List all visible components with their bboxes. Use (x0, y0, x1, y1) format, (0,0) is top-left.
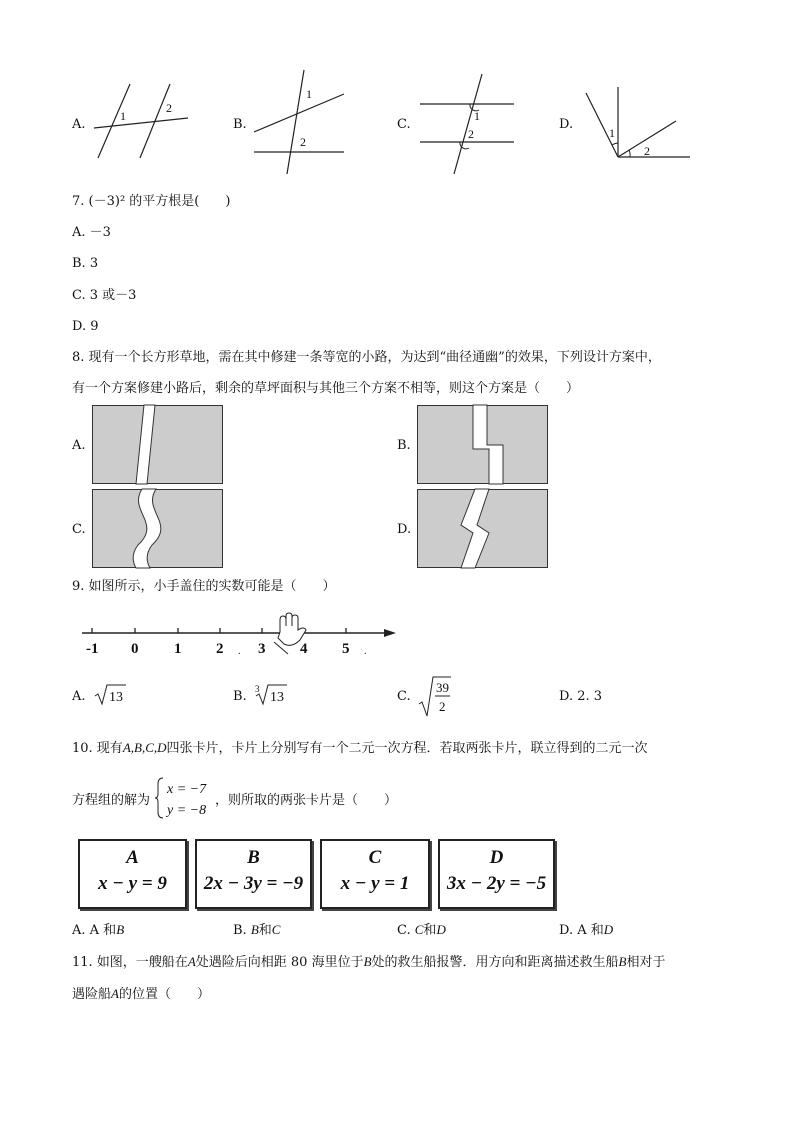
q6-figure-b (250, 68, 350, 178)
tick-label: -1 (86, 641, 99, 657)
q11-stem-line1: 11. 如图，一艘船在A处遇险后向相距 80 海里位于B处的救生船报警．用方向和距离描述救生船B相对于 (72, 954, 666, 970)
q9-option-c-prefix[interactable]: C. (397, 689, 411, 704)
svg-text:1: 1 (474, 109, 480, 123)
tick-label: 2 (216, 641, 224, 657)
svg-text:2: 2 (300, 135, 306, 149)
q10-stem-line1: 10. 现有A,B,C,D四张卡片，卡片上分别写有一个二元一次方程．若取两张卡片，联立得到的二元一次 (72, 740, 648, 756)
q10-option-a[interactable]: A. A 和B (72, 922, 125, 938)
q6-figure-d (580, 85, 695, 165)
q10-card-d: D 3x − 2y = −5 (438, 839, 555, 909)
q10-card-b: B 2x − 3y = −9 (195, 839, 312, 909)
q6-option-b-letter: B. (233, 117, 247, 132)
q8-option-a-letter[interactable]: A. (72, 438, 86, 453)
q9-option-a-prefix[interactable]: A. (72, 689, 86, 704)
q10-option-c[interactable]: C. C和D (397, 922, 446, 938)
q7-stem: 7. (－3)² 的平方根是( ) (72, 194, 231, 209)
q10-equation-system (155, 776, 215, 820)
tick-label: 3 (258, 641, 266, 657)
svg-text:1: 1 (609, 126, 615, 140)
tick-label: 5 (342, 641, 350, 657)
svg-text:y = −8: y = −8 (167, 803, 207, 818)
svg-text:1: 1 (306, 87, 312, 101)
q9-option-d[interactable]: D. 2. 3 (559, 689, 603, 704)
q6-option-a-letter: A. (72, 117, 86, 132)
svg-text:2: 2 (468, 127, 474, 141)
q9-option-b-prefix[interactable]: B. (233, 689, 247, 704)
tick-label: 4 (300, 641, 308, 657)
q8-stem-line2: 有一个方案修建小路后，剩余的草坪面积与其他三个方案不相等，则这个方案是（ ） (72, 381, 580, 396)
angle-label-1: 1 (120, 109, 126, 123)
q9-number-line (78, 612, 408, 660)
q10-option-b[interactable]: B. B和C (233, 922, 281, 938)
q8-option-d-letter[interactable]: D. (397, 522, 412, 537)
q7-option-b[interactable]: B. 3 (72, 256, 99, 271)
q8-stem-line1: 8. 现有一个长方形草地，需在其中修建一条等宽的小路，为达到“曲径通幽”的效果，下列设计方案中， (72, 350, 661, 365)
q10-card-a: A x − y = 9 (78, 839, 187, 909)
q6-option-c-letter: C. (397, 117, 411, 132)
q9-option-b-math (254, 682, 288, 708)
svg-text:x = −7: x = −7 (167, 782, 207, 797)
q8-figure-b (417, 405, 549, 485)
q8-option-b-letter[interactable]: B. (397, 438, 411, 453)
svg-text:.: . (364, 646, 367, 657)
q8-option-c-letter[interactable]: C. (72, 522, 86, 537)
q9-option-c-math (418, 674, 452, 718)
svg-text:2: 2 (439, 699, 446, 714)
q6-figure-c (418, 70, 518, 180)
angle-label-2: 2 (166, 101, 172, 115)
q7-option-c[interactable]: C. 3 或－3 (72, 288, 137, 303)
q10-option-d[interactable]: D. A 和D (559, 922, 614, 938)
q9-stem: 9. 如图所示，小手盖住的实数可能是（ ） (72, 579, 336, 594)
svg-text:2: 2 (644, 144, 650, 158)
tick-label: 0 (131, 641, 139, 657)
svg-text:13: 13 (109, 690, 123, 705)
svg-text:13: 13 (270, 690, 284, 705)
q8-figure-c (92, 489, 224, 569)
q7-option-a[interactable]: A. －3 (72, 225, 111, 240)
q9-option-a-math (94, 682, 128, 708)
q8-figure-a (92, 405, 224, 485)
q11-stem-line2: 遇险船A的位置（ ） (72, 986, 210, 1002)
q10-card-c: C x − y = 1 (320, 839, 430, 909)
tick-label: 1 (174, 641, 182, 657)
q8-figure-d (417, 489, 549, 569)
svg-text:.: . (238, 646, 241, 657)
q10-stem-line2-pre: 方程组的解为 (72, 793, 151, 808)
svg-text:3: 3 (255, 684, 260, 694)
q7-option-d[interactable]: D. 9 (72, 319, 99, 334)
q6-option-d-letter: D. (559, 117, 574, 132)
q10-stem-line2-post: ，则所取的两张卡片是（ ） (215, 793, 398, 808)
q6-figure-a (90, 80, 200, 165)
svg-text:39: 39 (436, 680, 449, 695)
